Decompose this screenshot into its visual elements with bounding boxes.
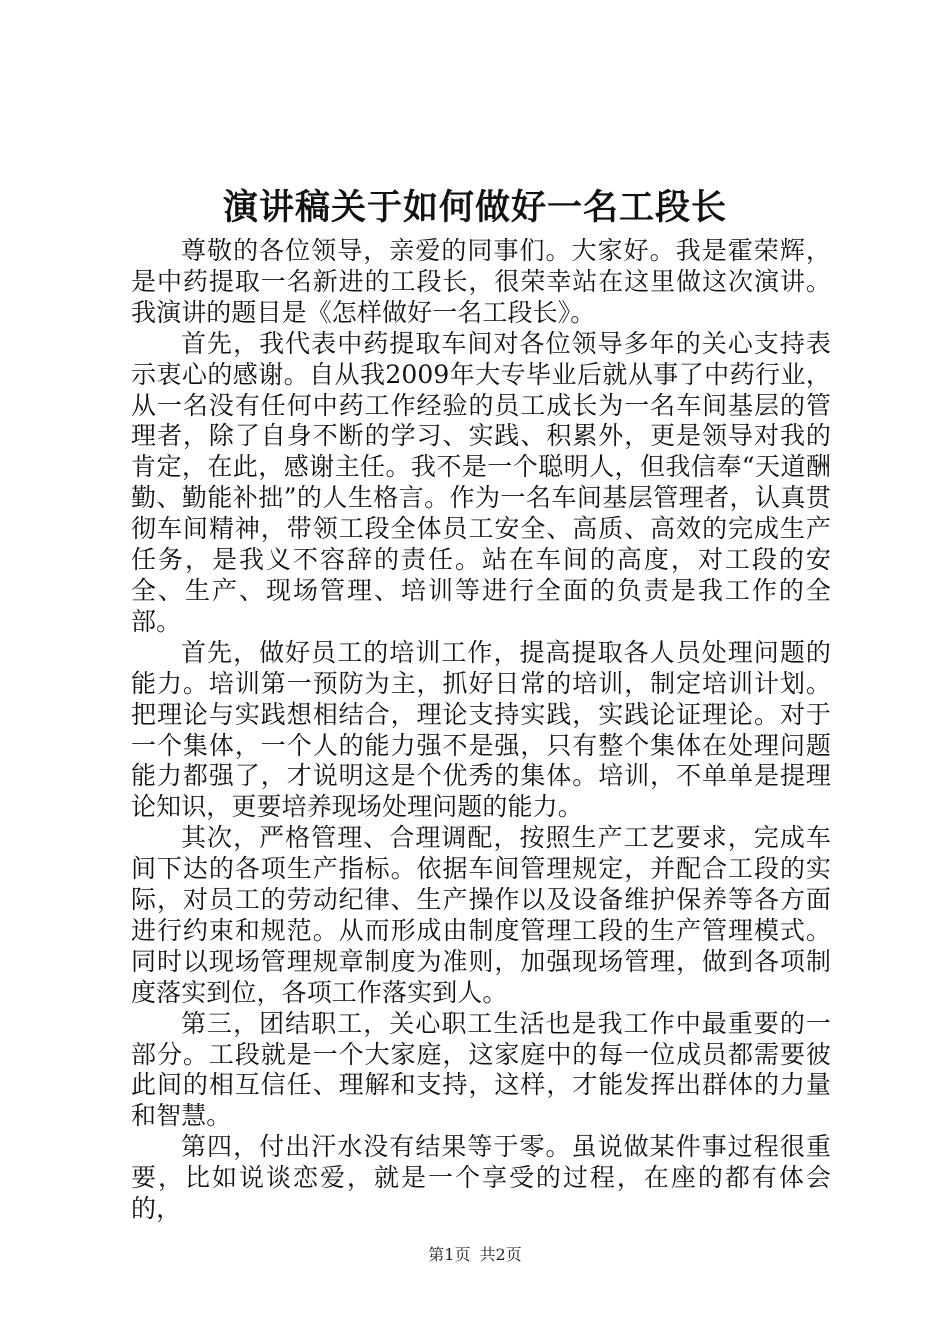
page-footer bbox=[0, 1244, 950, 1266]
paragraph-management: 其次，严格管理、合理调配，按照生产工艺要求，完成车间下达的各项生产指标。依据车间管理规定，并配合工段的实际，对员工的劳动纪律、生产操作以及设备维护保养等各方面进行约束和规范。从而形成由制度管理工段的生产管理模式。同时以现场管理规章制度为准则，加强现场管理，做到各项制度落实到位，各项工作落实到人。 bbox=[131, 823, 831, 1007]
page-number-total: 共2页 bbox=[479, 1245, 522, 1264]
paragraph-unity: 第三，团结职工，关心职工生活也是我工作中最重要的一部分。工段就是一个大家庭，这家庭中的每一位成员都需要彼此间的相互信任、理解和支持，这样，才能发挥出群体的力量和智慧。 bbox=[131, 1008, 831, 1131]
paragraph-greeting: 尊敬的各位领导，亲爱的同事们。大家好。我是霍荣辉，是中药提取一名新进的工段长，很荣幸站在这里做这次演讲。我演讲的题目是《怎样做好一名工段长》。 bbox=[131, 236, 831, 327]
page-number-current: 第1页 bbox=[428, 1245, 471, 1264]
paragraph-results: 第四，付出汗水没有结果等于零。虽说做某件事过程很重要，比如说谈恋爱，就是一个享受的过程，在座的都有体会的， bbox=[131, 1132, 831, 1224]
document-body bbox=[131, 236, 831, 1225]
paragraph-training: 首先，做好员工的培训工作，提高提取各人员处理问题的能力。培训第一预防为主，抓好日常的培训，制定培训计划。把理论与实践想相结合，理论支持实践，实践论证理论。对于一个集体，一个人的能力强不是强，只有整个集体在处理问题能力都强了，才说明这是个优秀的集体。培训，不单单是提理论知识，更要培养现场处理问题的能力。 bbox=[131, 637, 831, 822]
document-title: 演讲稿关于如何做好一名工段长 bbox=[222, 187, 727, 228]
paragraph-thanks: 首先，我代表中药提取车间对各位领导多年的关心支持表示衷心的感谢。自从我2009年大专毕业后就从事了中药行业，从一名没有任何中药工作经验的员工成长为一名车间基层的管理者，除了自身不断的学习、实践、积累外，更是领导对我的肯定，在此，感谢主任。我不是一个聪明人，但我信奉“天道酬勤、勤能补拙”的人生格言。作为一名车间基层管理者，认真贯彻车间精神，带领工段全体员工安全、高质、高效的完成生产任务，是我义不容辞的责任。站在车间的高度，对工段的安全、生产、现场管理、培训等进行全面的负责是我工作的全部。 bbox=[131, 328, 831, 636]
